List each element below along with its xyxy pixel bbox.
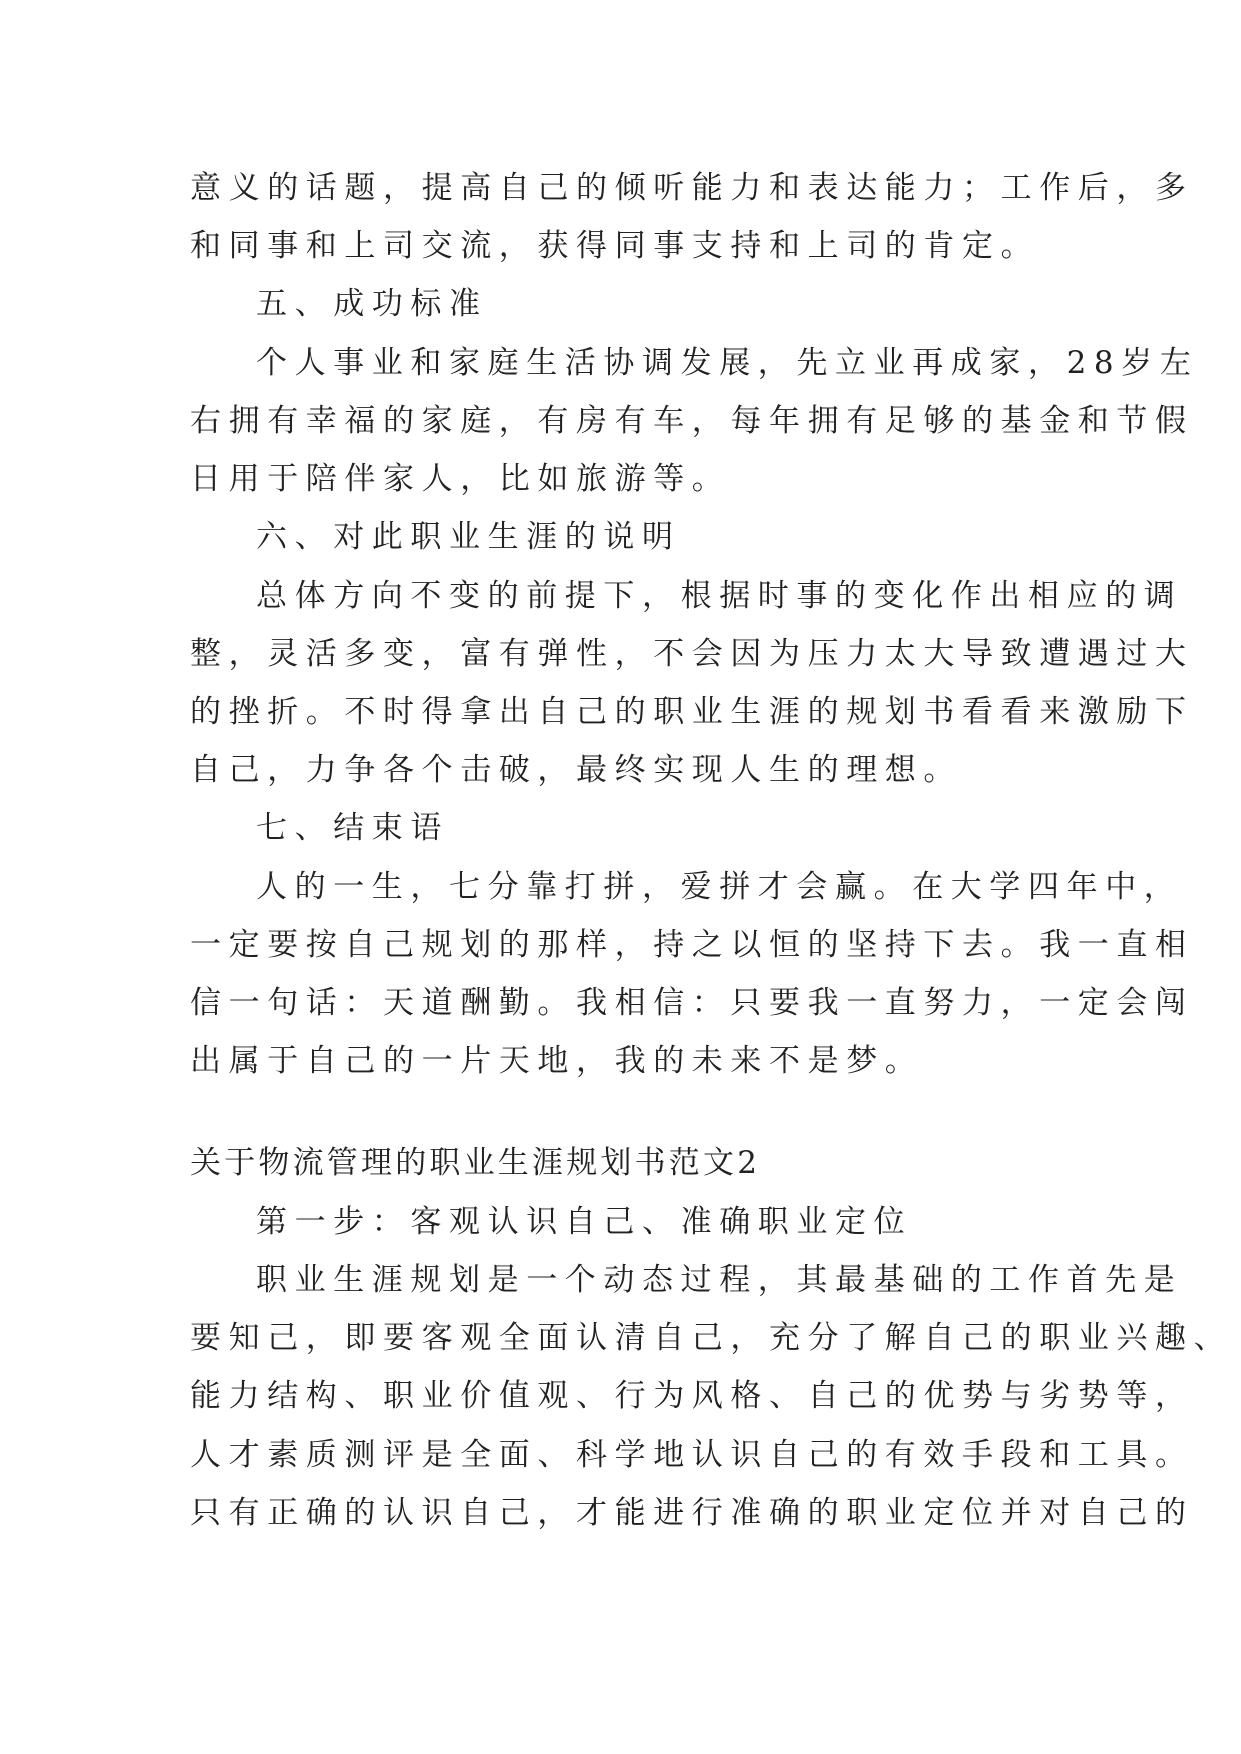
section-heading: 六、对此职业生涯的说明: [256, 519, 681, 555]
article-title: 关于物流管理的职业生涯规划书范文2: [190, 1145, 761, 1181]
paragraph-line: 总体方向不变的前提下，根据时事的变化作出相应的调: [256, 578, 1183, 614]
paragraph-line: 右拥有幸福的家庭，有房有车，每年拥有足够的基金和节假: [190, 403, 1194, 439]
paragraph-line: 人才素质测评是全面、科学地认识自己的有效手段和工具。: [190, 1437, 1194, 1473]
paragraph-line: 人的一生，七分靠打拼，爱拼才会赢。在大学四年中，: [256, 869, 1183, 905]
paragraph-line: 意义的话题，提高自己的倾听能力和表达能力；工作后，多: [190, 170, 1194, 206]
paragraph-line: 个人事业和家庭生活协调发展，先立业再成家，28岁左: [256, 345, 1199, 381]
paragraph-line: 信一句话：天道酬勤。我相信：只要我一直努力，一定会闯: [190, 985, 1194, 1021]
section-heading: 七、结束语: [256, 810, 449, 846]
paragraph-line: 自己，力争各个击破，最终实现人生的理想。: [190, 752, 962, 788]
paragraph-line: 日用于陪伴家人，比如旅游等。: [190, 461, 731, 497]
section-heading: 五、成功标准: [256, 286, 488, 322]
paragraph-line: 一定要按自己规划的那样，持之以恒的坚持下去。我一直相: [190, 927, 1194, 963]
paragraph-line: 能力结构、职业价值观、行为风格、自己的优势与劣势等，: [190, 1378, 1194, 1414]
section-heading: 第一步：客观认识自己、准确职业定位: [256, 1204, 913, 1240]
paragraph-line: 出属于自己的一片天地，我的未来不是梦。: [190, 1043, 924, 1079]
paragraph-line: 职业生涯规划是一个动态过程，其最基础的工作首先是: [256, 1262, 1183, 1298]
paragraph-line: 只有正确的认识自己，才能进行准确的职业定位并对自己的: [190, 1495, 1194, 1531]
paragraph-line: 整，灵活多变，富有弹性，不会因为压力太大导致遭遇过大: [190, 636, 1194, 672]
paragraph-line: 的挫折。不时得拿出自己的职业生涯的规划书看看来激励下: [190, 694, 1194, 730]
paragraph-line: 要知己，即要客观全面认清自己，充分了解自己的职业兴趣、: [190, 1320, 1233, 1356]
paragraph-line: 和同事和上司交流，获得同事支持和上司的肯定。: [190, 228, 1040, 264]
